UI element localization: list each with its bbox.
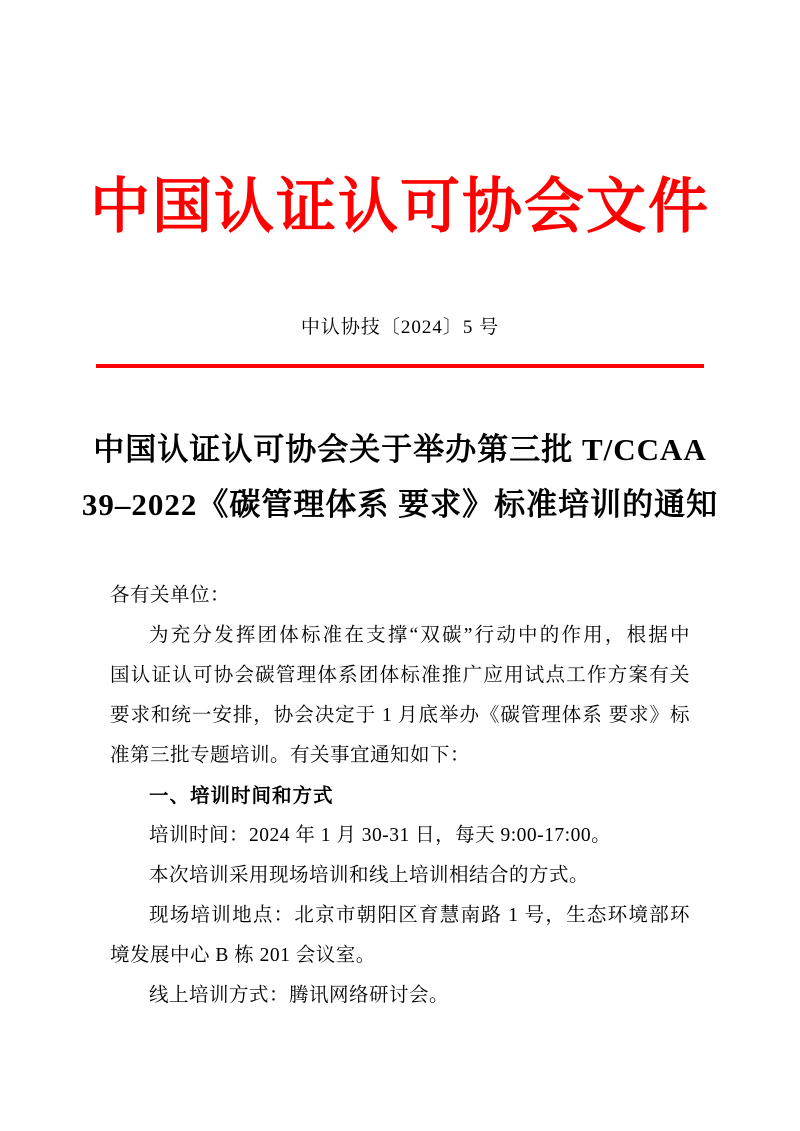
paragraph-line: 现场培训地点：北京市朝阳区育慧南路 1 号，生态环境部环 — [149, 905, 690, 926]
red-separator-rule — [96, 364, 704, 368]
section-heading: 一、培训时间和方式 — [149, 785, 334, 807]
document-number: 中认协技〔2024〕5 号 — [300, 317, 500, 338]
paragraph-line: 国认证认可协会碳管理体系团体标准推广应用试点工作方案有关 — [110, 665, 690, 686]
paragraph-line: 准第三批专题培训。有关事宜通知如下： — [110, 745, 471, 766]
paragraph-line: 为充分发挥团体标准在支撑“双碳”行动中的作用，根据中 — [149, 625, 690, 646]
document-header-title: 中国认证认可协会文件 — [90, 174, 710, 240]
document-body — [110, 576, 690, 1016]
paragraph-line: 境发展中心 B 栋 201 会议室。 — [110, 945, 376, 966]
salutation: 各有关单位： — [110, 585, 231, 606]
notice-title-line-2: 39–2022《碳管理体系 要求》标准培训的通知 — [81, 487, 719, 522]
paragraph-line: 线上培训方式：腾讯网络研讨会。 — [149, 985, 450, 1006]
notice-title-line-1: 中国认证认可协会关于举办第三批 T/CCAA — [93, 432, 707, 467]
paragraph-line: 培训时间：2024 年 1 月 30-31 日，每天 9:00-17:00。 — [149, 825, 612, 846]
paragraph-line: 要求和统一安排，协会决定于 1 月底举办《碳管理体系 要求》标 — [110, 705, 690, 726]
paragraph-line: 本次培训采用现场培训和线上培训相结合的方式。 — [149, 865, 590, 886]
notice-title — [0, 422, 800, 532]
